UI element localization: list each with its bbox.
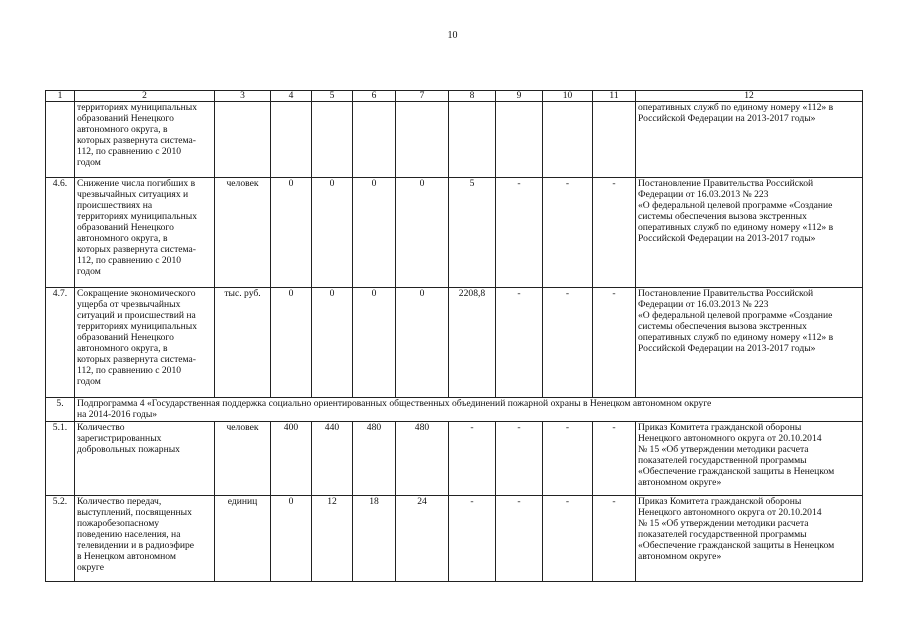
value-cell: - [496,496,543,582]
value-cell [449,102,496,178]
value-cell: 0 [312,288,353,398]
legal-basis: Постановление Правительства Российской Федерации от 16.03.2013 № 223 «О федеральной целевой программе «Создание системы обеспечения вызова экстренных оперативных служб по единому номеру «112» в Российской Федерации на 2013-2017 годы» [636,178,863,288]
unit: человек [215,178,271,288]
value-cell: 0 [271,178,312,288]
table-row [46,496,863,582]
value-cell: 12 [312,496,353,582]
value-cell: - [543,288,593,398]
value-cell [312,102,353,178]
value-cell: - [496,288,543,398]
value-cell: 0 [353,178,396,288]
section-row [46,398,863,422]
value-cell: - [593,422,636,496]
value-cell: 480 [396,422,449,496]
row-number: 4.7. [46,288,75,398]
table-row [46,422,863,496]
table-row [46,288,863,398]
indicators-table [45,90,863,582]
column-number: 10 [543,91,593,102]
value-cell [271,102,312,178]
value-cell: 0 [312,178,353,288]
indicator-name: Сокращение экономического ущерба от чрезвычайных ситуаций и происшествий на территориях муниципальных образований Ненецкого автономного округа, в которых развернута система- 112, по сравнению с 2010 годом [75,288,215,398]
column-number: 9 [496,91,543,102]
table-row [46,102,863,178]
legal-basis: Приказ Комитета гражданской обороны Ненецкого автономного округа от 20.10.2014 № 15 «Об утверждении методики расчета показателей государственной программы «Обеспечение гражданской защиты в Ненецком автономном округе» [636,422,863,496]
value-cell: 18 [353,496,396,582]
value-cell: 440 [312,422,353,496]
value-cell: 0 [353,288,396,398]
legal-basis: Постановление Правительства Российской Федерации от 16.03.2013 № 223 «О федеральной целевой программе «Создание системы обеспечения вызова экстренных оперативных служб по единому номеру «112» в Российской Федерации на 2013-2017 годы» [636,288,863,398]
value-cell [543,102,593,178]
value-cell: 480 [353,422,396,496]
indicator-name: Количество зарегистрированных добровольных пожарных [75,422,215,496]
section-number: 5. [46,398,75,422]
value-cell: - [449,422,496,496]
column-number: 11 [593,91,636,102]
value-cell: 5 [449,178,496,288]
indicator-name: Количество передач, выступлений, посвященных пожаробезопасному поведению населения, на телевидении и в радиоэфире в Ненецком автономном округе [75,496,215,582]
value-cell: 0 [271,496,312,582]
page-number: 10 [447,30,458,41]
value-cell: - [449,496,496,582]
value-cell: - [593,178,636,288]
column-number: 1 [46,91,75,102]
value-cell: - [593,288,636,398]
value-cell [353,102,396,178]
value-cell: 400 [271,422,312,496]
legal-basis: оперативных служб по единому номеру «112» в Российской Федерации на 2013-2017 годы» [636,102,863,178]
row-number: 5.2. [46,496,75,582]
value-cell: 0 [271,288,312,398]
unit [215,102,271,178]
unit: человек [215,422,271,496]
value-cell [593,102,636,178]
indicator-name: Снижение числа погибших в чрезвычайных ситуациях и происшествиях на территориях муниципальных образований Ненецкого автономного округа, в которых развернута система- 112, по сравнению с 2010 годом [75,178,215,288]
value-cell: - [593,496,636,582]
section-title: Подпрограмма 4 «Государственная поддержка социально ориентированных общественных объединений пожарной охраны в Ненецком автономном округе на 2014-2016 годы» [75,398,863,422]
column-number: 5 [312,91,353,102]
value-cell: - [543,422,593,496]
column-number: 6 [353,91,396,102]
value-cell: - [543,178,593,288]
value-cell: - [496,422,543,496]
value-cell: 24 [396,496,449,582]
value-cell [496,102,543,178]
indicator-name: территориях муниципальных образований Ненецкого автономного округа, в которых развернута система- 112, по сравнению с 2010 годом [75,102,215,178]
value-cell [396,102,449,178]
value-cell: - [496,178,543,288]
row-number: 5.1. [46,422,75,496]
column-number: 2 [75,91,215,102]
table-row [46,178,863,288]
value-cell: - [543,496,593,582]
value-cell: 2208,8 [449,288,496,398]
value-cell: 0 [396,178,449,288]
column-number: 8 [449,91,496,102]
column-number: 7 [396,91,449,102]
column-number: 3 [215,91,271,102]
column-number: 4 [271,91,312,102]
column-number-row [46,91,863,102]
value-cell: 0 [396,288,449,398]
row-number: 4.6. [46,178,75,288]
unit: единиц [215,496,271,582]
legal-basis: Приказ Комитета гражданской обороны Ненецкого автономного округа от 20.10.2014 № 15 «Об утверждении методики расчета показателей государственной программы «Обеспечение гражданской защиты в Ненецком автономном округе» [636,496,863,582]
row-number [46,102,75,178]
column-number: 12 [636,91,863,102]
unit: тыс. руб. [215,288,271,398]
